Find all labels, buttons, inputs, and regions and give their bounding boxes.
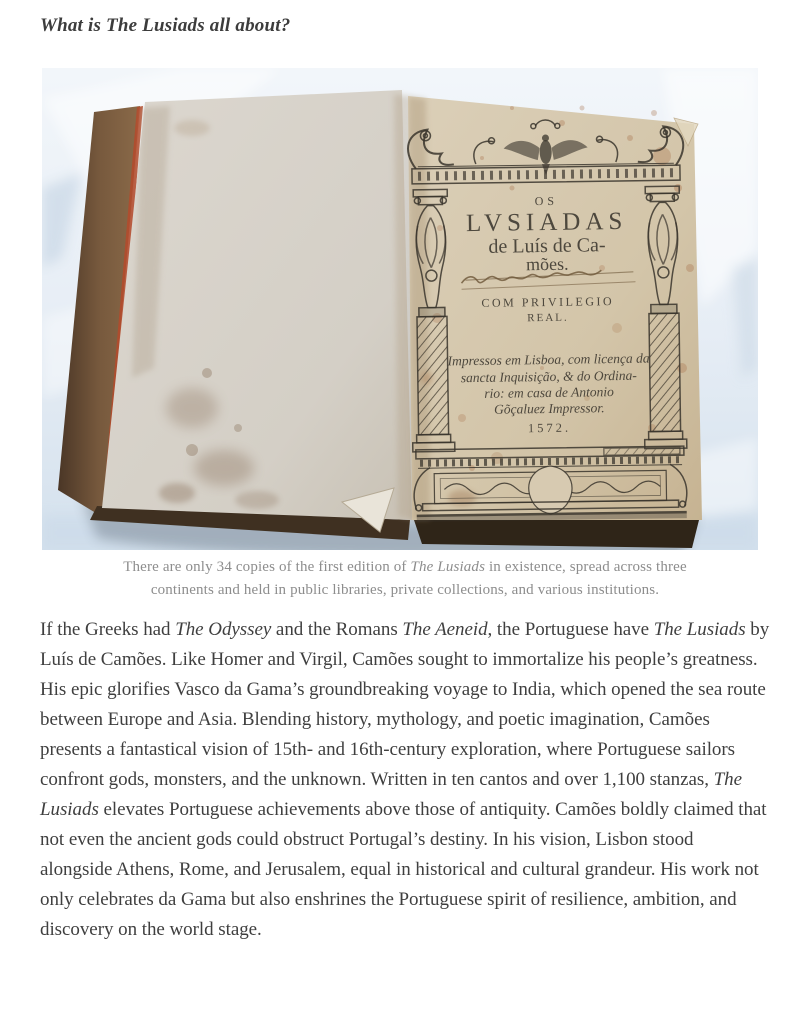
open-book <box>58 90 702 548</box>
caption-segment: in existence, spread across three continents and held in public libraries, private collections, and various institutions. <box>150 559 687 598</box>
imprint-line-2: sancta Inquisição, & do Ordina- <box>460 367 637 386</box>
paragraph-segment: If the Greeks had <box>40 619 176 640</box>
title-author-line1: de Luís de Ca- <box>488 234 606 258</box>
book-photo-illustration <box>42 68 758 550</box>
title-author-line2: mões. <box>525 253 569 275</box>
privilege-line2: REAL. <box>527 311 569 325</box>
book-title-italic: The Lusiads <box>40 769 742 820</box>
privilege-line1: COM PRIVILEGIO <box>481 294 615 310</box>
imprint-line-3: rio: em casa de Antonio <box>484 384 614 401</box>
caption-segment: There are only 34 copies of the first edition of <box>123 559 411 575</box>
page-title: What is The Lusiads all about? <box>40 15 291 36</box>
book-title-italic: The Aeneid <box>402 619 488 640</box>
imprint-year: 1572. <box>527 420 572 436</box>
paragraph-segment: by Luís de Camões. Like Homer and Virgil, Camões sought to immortalize his people’s greatness. His epic glorifies Vasco da Gama’s groundbreaking voyage to India, which opened the sea route between Europe and Asia. Blending history, mythology, and poetic imagination, Camões presents a fantastical vision of 15th- and 16th-century exploration, where Portuguese sailors confront gods, monsters, and the unknown. Written in ten cantos and over 1,100 stanzas, <box>40 619 770 790</box>
imprint-line-4: Gõçaluez Impressor. <box>493 400 605 417</box>
caption-title-italic: The Lusiads <box>410 559 486 575</box>
book-photo <box>42 68 758 550</box>
title-line-lusiadas: LVSIADAS <box>465 207 628 238</box>
paragraph-segment: elevates Portuguese achievements above those of antiquity. Camões boldly claimed that not even the ancient gods could obstruct Portugal’s destiny. In his vision, Lisbon stood alongside Athens, Rome, and Jerusalem, equal in historical and cultural grandeur. His work not only celebrates da Gama but also enshrines the Portuguese spirit of resilience, ambition, and discovery on the world stage. <box>40 799 767 940</box>
book-title-italic: The Odyssey <box>175 619 272 640</box>
paragraph-segment: , the Portuguese have <box>487 619 654 640</box>
title-line-os: OS <box>534 193 559 209</box>
book-photo-figure <box>40 68 770 601</box>
book-title-italic: The Lusiads <box>653 619 746 640</box>
photo-caption <box>93 556 717 601</box>
imprint-line-1: Impressos em Lisboa, com licença da <box>447 350 650 369</box>
body-paragraph <box>40 615 770 945</box>
paragraph-segment: and the Romans <box>271 619 403 640</box>
